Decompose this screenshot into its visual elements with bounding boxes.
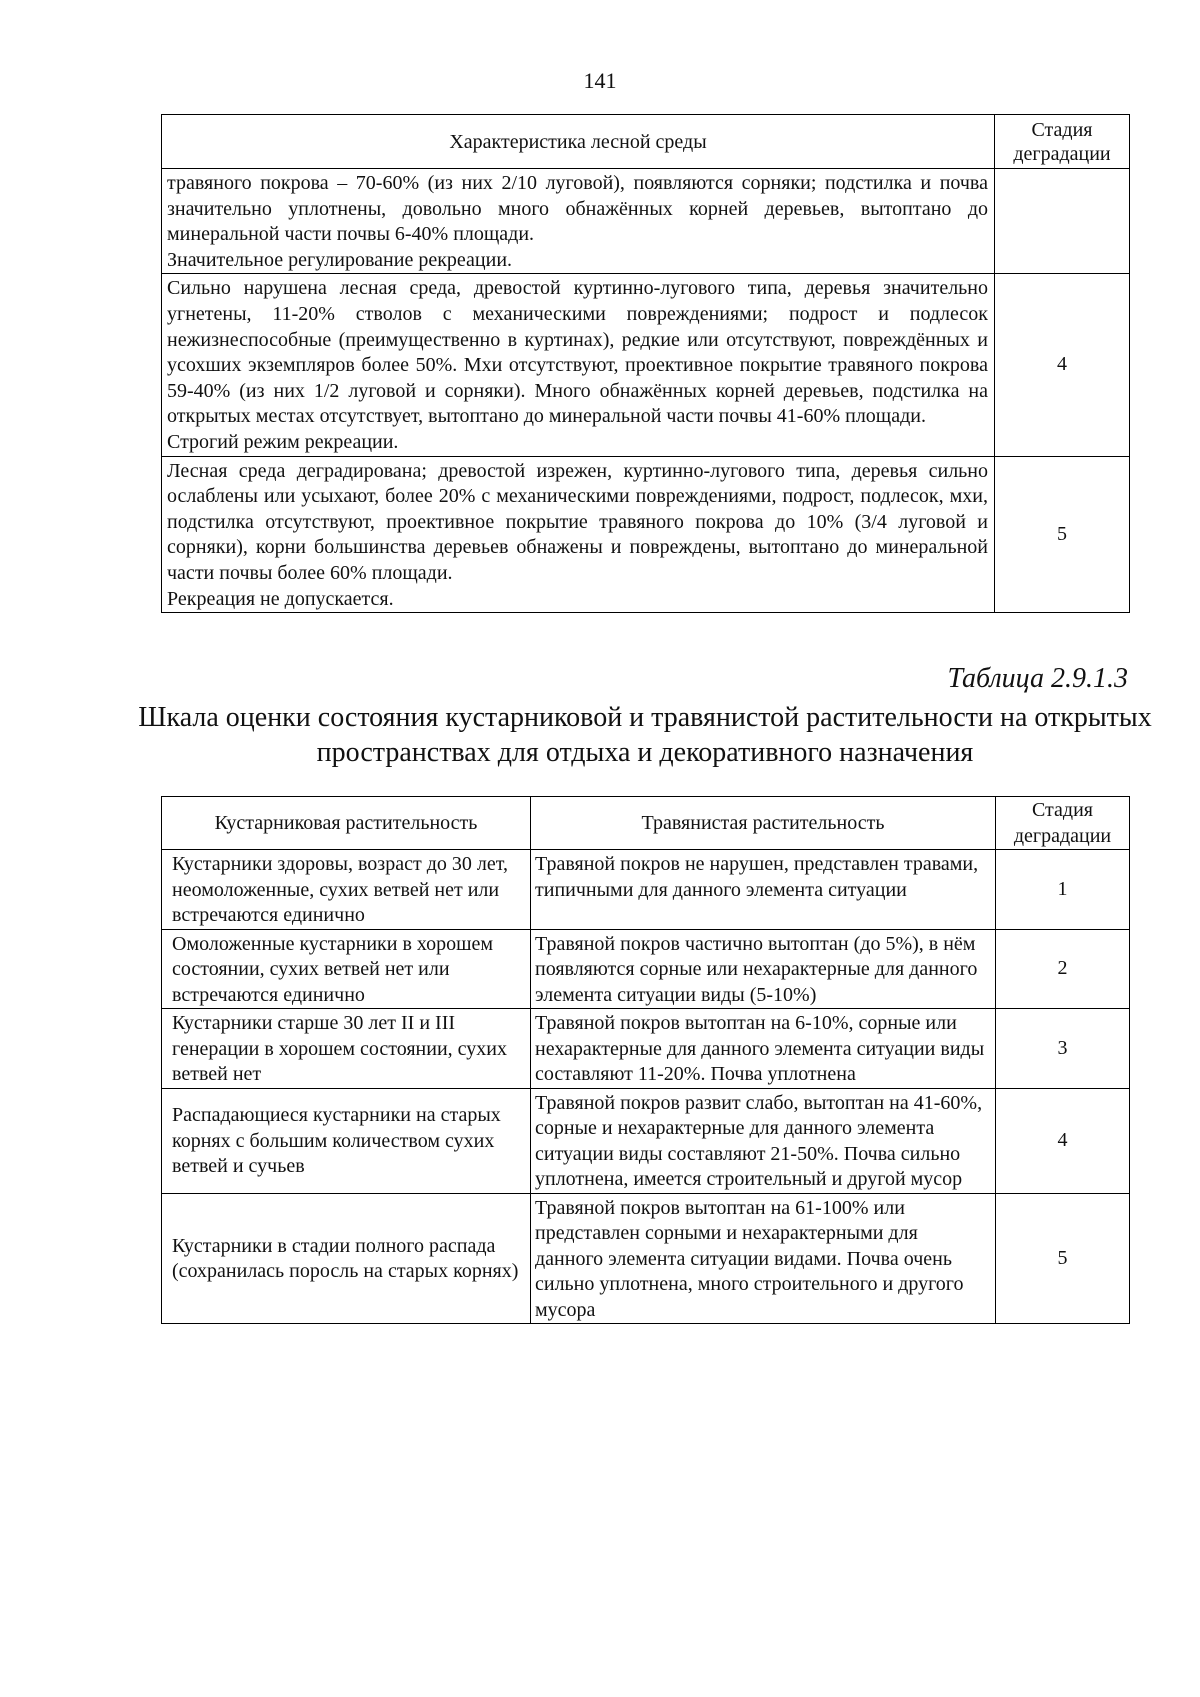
recreation-regime: Значительное регулирование рекреации.: [167, 248, 513, 271]
page-number: 141: [583, 68, 617, 93]
shrub-cell: Кустарники в стадии полного распада (сохранилась поросль на старых корнях): [162, 1193, 531, 1324]
description-cell: [162, 456, 995, 613]
shrub-cell: Кустарники здоровы, возраст до 30 лет, неомоложенные, сухих ветвей нет или встречаются единично: [162, 850, 531, 930]
shrub-cell: Распадающиеся кустарники на старых корнях с большим количеством сухих ветвей и сучьев: [162, 1088, 531, 1193]
stage-cell: 4: [996, 1088, 1130, 1193]
stage-cell: 2: [996, 929, 1130, 1009]
recreation-regime: Рекреация не допускается.: [167, 587, 394, 610]
table-row: [162, 929, 1130, 1009]
table-row: [162, 274, 1130, 456]
table-title: Шкала оценки состояния кустарниковой и травянистой растительности на открытых пространствах для отдыха и декоративного назначения: [138, 702, 1152, 768]
table-row: [162, 1193, 1130, 1324]
herb-cell: Травяной покров частично вытоптан (до 5%), в нём появляются сорные или нехарактерные для данного элемента ситуации виды (5-10%): [531, 929, 996, 1009]
shrub-cell: Кустарники старше 30 лет II и III генерации в хорошем состоянии, сухих ветвей нет: [162, 1009, 531, 1089]
description-text: травяного покрова – 70-60% (из них 2/10 луговой), появляются сорняки; подстилка и почва значительно уплотнены, довольно много обнажённых корней деревьев, вытоптано до минеральной части почвы 6-40% площади.: [167, 172, 988, 246]
herb-cell: Травяной покров вытоптан на 61-100% или представлен сорными и нехарактерными для данного элемента ситуации видами. Почва очень сильно уплотнена, много строительного и другого мусора: [531, 1193, 996, 1324]
table-row: [162, 169, 1130, 274]
description-cell: [162, 169, 995, 274]
stage-cell: 5: [996, 1193, 1130, 1324]
herb-cell: Травяной покров вытоптан на 6-10%, сорные или нехарактерные для данного элемента ситуации виды составляют 11-20%. Почва уплотнена: [531, 1009, 996, 1089]
column-header-shrub: Кустарниковая растительность: [162, 797, 531, 850]
vegetation-scale-table: [161, 796, 1130, 1324]
recreation-regime: Строгий режим рекреации.: [167, 430, 399, 453]
stage-cell: 4: [995, 274, 1130, 456]
table-row: [162, 1088, 1130, 1193]
table-row: [162, 456, 1130, 613]
column-header-description: Характеристика лесной среды: [162, 115, 995, 169]
stage-cell: [995, 169, 1130, 274]
table-header-row: [162, 115, 1130, 169]
description-cell: [162, 274, 995, 456]
shrub-cell: Омоложенные кустарники в хорошем состоянии, сухих ветвей нет или встречаются единично: [162, 929, 531, 1009]
table-caption: Таблица 2.9.1.3: [947, 663, 1128, 694]
column-header-stage: Стадия деградации: [996, 797, 1130, 850]
herb-cell: Травяной покров развит слабо, вытоптан на 41-60%, сорные и нехарактерные для данного элемента ситуации виды составляют 21-50%. Почва сильно уплотнена, имеется строительный и другой мусор: [531, 1088, 996, 1193]
column-header-stage: Стадия деградации: [995, 115, 1130, 169]
stage-cell: 3: [996, 1009, 1130, 1089]
forest-degradation-table: [161, 114, 1130, 613]
table-header-row: [162, 797, 1130, 850]
stage-cell: 1: [996, 850, 1130, 930]
description-text: Лесная среда деградирована; древостой изрежен, куртинно-лугового типа, деревья сильно ослаблены или усыхают, более 20% с механическими повреждениями, подрост, подлесок, мхи, подстилка отсутствуют, проективное покрытие травяного покрова до 10% (3/4 луговой и сорняки), корни большинства деревьев обнажены и повреждены, вытоптано до минеральной части почвы более 60% площади.: [167, 459, 988, 584]
stage-cell: 5: [995, 456, 1130, 613]
herb-cell: Травяной покров не нарушен, представлен травами, типичными для данного элемента ситуации: [531, 850, 996, 930]
table-row: [162, 850, 1130, 930]
column-header-herb: Травянистая растительность: [531, 797, 996, 850]
table-row: [162, 1009, 1130, 1089]
description-text: Сильно нарушена лесная среда, древостой куртинно-лугового типа, деревья значительно угнетены, 11-20% стволов с механическими повреждениями; подрост и подлесок нежизнеспособные (преимущественно в куртинах), редкие или отсутствуют, повреждённых и усохших экземпляров более 50%. Мхи отсутствуют, проективное покрытие травяного покрова 59-40% (из них 1/2 луговой и сорняки). Много обнажённых корней деревьев, подстилка на открытых местах отсутствует, вытоптано до минеральной части почвы 41-60% площади.: [167, 277, 988, 428]
